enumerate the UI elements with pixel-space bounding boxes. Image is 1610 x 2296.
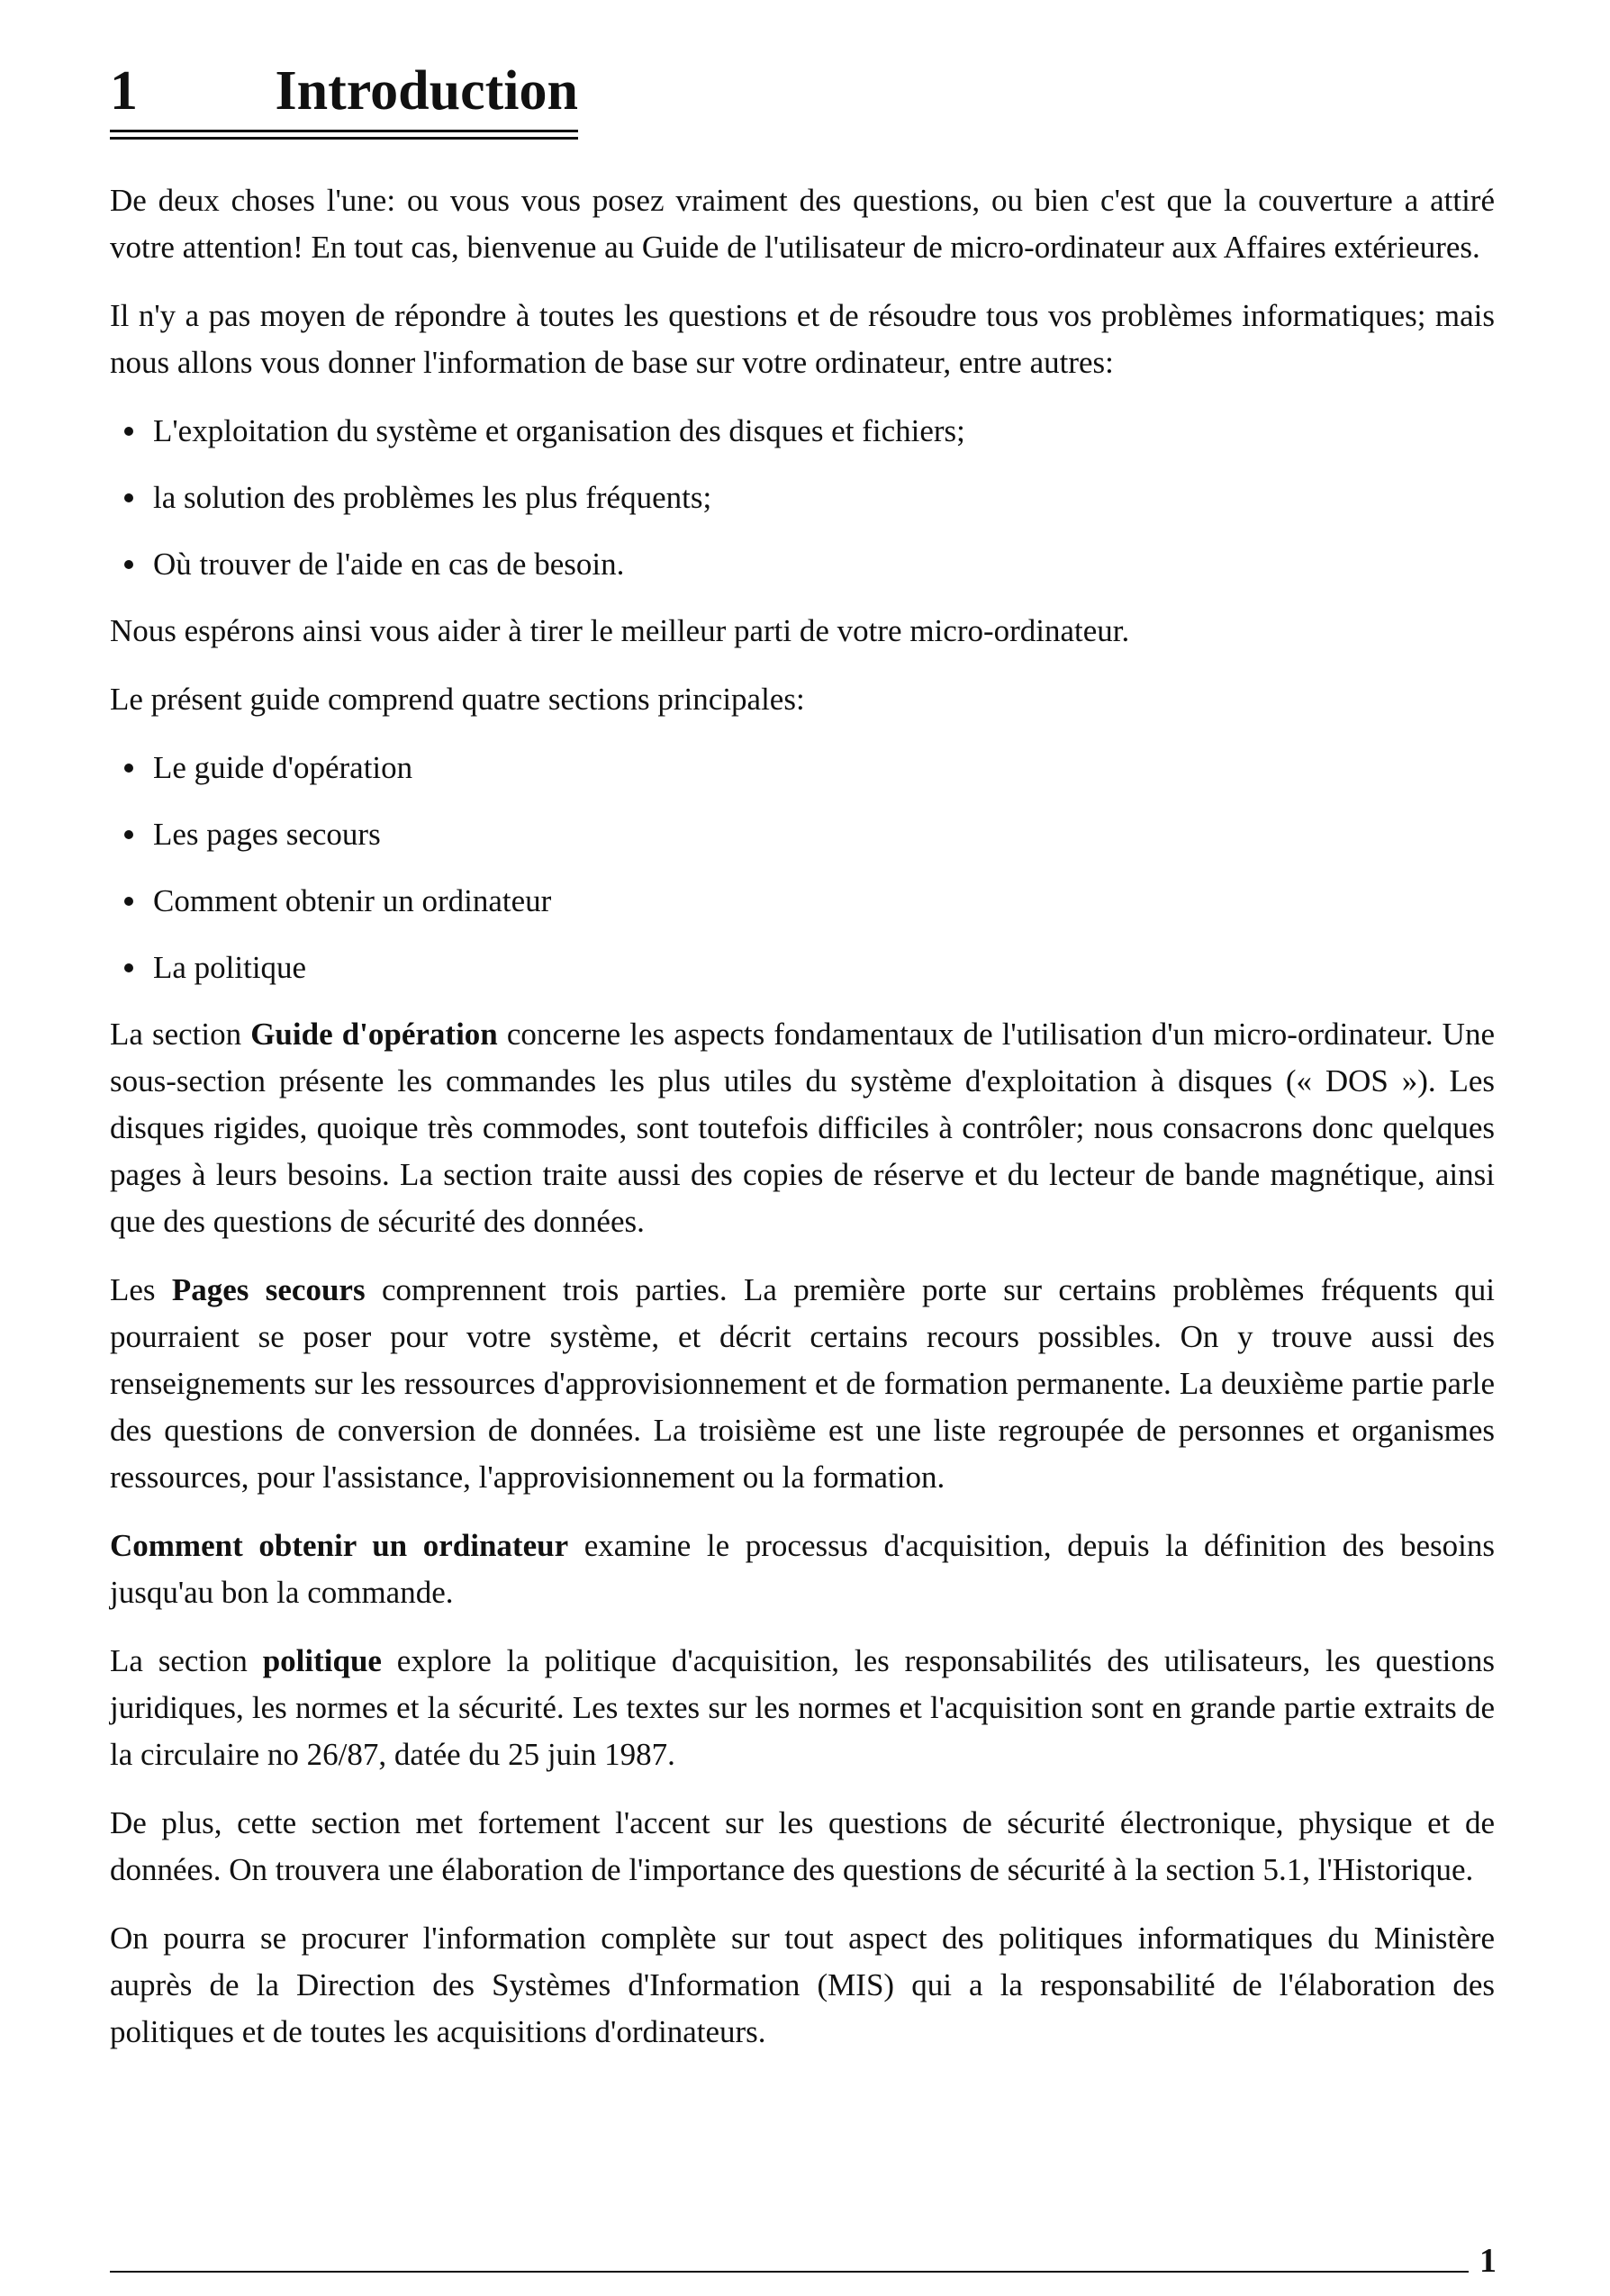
list-item-text: Où trouver de l'aide en cas de besoin. [153, 547, 625, 582]
topics-list [110, 408, 1495, 588]
paragraph-help-pages [110, 1267, 1495, 1501]
section-name-emphasis: Pages secours [171, 1272, 366, 1307]
list-item-text: la solution des problèmes les plus fréquents; [153, 480, 712, 515]
list-item-text: L'exploitation du système et organisation des disques et fichiers; [153, 413, 965, 448]
list-item-text: Comment obtenir un ordinateur [153, 883, 552, 918]
text-run: explore la politique d'acquisition, les responsabilités des utilisateurs, les questions juridiques, les normes et la sécurité. Les textes sur les normes et l'acquisition sont en grande partie extraits de la circulaire no 26/87, datée du 25 juin 1987. [110, 1643, 1495, 1772]
heading-double-rule [110, 130, 578, 140]
paragraph-hope: Nous espérons ainsi vous aider à tirer le meilleur parti de votre micro-ordinateur. [110, 613, 1130, 648]
text-run: La section [110, 1017, 251, 1052]
chapter-title: Introduction [275, 60, 578, 122]
page-footer [110, 2244, 1497, 2278]
list-item [119, 878, 1495, 925]
text-run: examine le processus d'acquisition, depuis la définition des besoins jusqu'au bon la commande. [110, 1528, 1495, 1610]
chapter-number: 1 [110, 60, 138, 122]
sections-list [110, 745, 1495, 991]
list-item-text: Le guide d'opération [153, 750, 413, 785]
bullet-icon [124, 764, 133, 773]
list-item [119, 811, 1495, 858]
paragraph-acquisition [110, 1523, 1495, 1616]
bullet-icon [124, 493, 133, 502]
bullet-icon [124, 897, 133, 906]
bullet-icon [124, 963, 133, 972]
list-item [119, 475, 1495, 521]
paragraph-operation-guide [110, 1011, 1495, 1245]
list-item-text: La politique [153, 950, 307, 985]
text-run: concerne les aspects fondamentaux de l'utilisation d'un micro-ordinateur. Une sous-section présente les commandes les plus utiles du système d'exploitation à disques (« DOS »). Les disques rigides, quoique très commodes, sont toutefois difficiles à contrôler; nous consacrons donc quelques pages à leurs besoins. La section traite aussi des copies de réserve et du lecteur de bande magnétique, ainsi que des questions de sécurité des données. [110, 1017, 1495, 1239]
bullet-icon [124, 560, 133, 569]
section-name-emphasis: Guide d'opération [250, 1017, 498, 1052]
list-item [119, 408, 1495, 455]
bullet-icon [124, 427, 133, 436]
document-page [110, 60, 1495, 2077]
text-run: La section [110, 1643, 263, 1678]
bullet-icon [124, 830, 133, 839]
paragraph-contact: On pourra se procurer l'information complète sur tout aspect des politiques informatiques du Ministère auprès de la Direction des Systèmes d'Information (MIS) qui a la responsabilité de l'élaboration des politiques et de toutes les acquisitions d'ordinateurs. [110, 1921, 1495, 2049]
text-run: comprennent trois parties. La première porte sur certains problèmes fréquents qui pourraient se poser pour votre système, et décrit certains recours possibles. On y trouve aussi des renseignements sur les ressources d'approvisionnement et de formation permanente. La deuxième partie parle des questions de conversion de données. La troisième est une liste regroupée de personnes et organismes ressources, pour l'assistance, l'approvisionnement ou la formation. [110, 1272, 1495, 1495]
chapter-heading [110, 60, 578, 130]
paragraph-sections-intro: Le présent guide comprend quatre sections principales: [110, 682, 805, 717]
list-item [119, 541, 1495, 588]
paragraph-scope: Il n'y a pas moyen de répondre à toutes les questions et de résoudre tous vos problèmes informatiques; mais nous allons vous donner l'information de base sur votre ordinateur, entre autres: [110, 298, 1495, 380]
page-number: 1 [1479, 2242, 1497, 2280]
list-item [119, 745, 1495, 791]
paragraph-policy [110, 1638, 1495, 1778]
list-item [119, 945, 1495, 991]
section-name-emphasis: politique [262, 1643, 382, 1678]
body-text [110, 177, 1495, 2056]
section-name-emphasis: Comment obtenir un ordinateur [110, 1528, 569, 1563]
text-run: Les [110, 1272, 172, 1307]
footer-rule [110, 2271, 1469, 2273]
paragraph-welcome: De deux choses l'une: ou vous vous posez vraiment des questions, ou bien c'est que la couverture a attiré votre attention! En tout cas, bienvenue au Guide de l'utilisateur de micro-ordinateur aux Affaires extérieures. [110, 183, 1495, 265]
list-item-text: Les pages secours [153, 817, 381, 852]
paragraph-security: De plus, cette section met fortement l'accent sur les questions de sécurité électronique, physique et de données. On trouvera une élaboration de l'importance des questions de sécurité à la section 5.1, l'Historique. [110, 1805, 1495, 1887]
